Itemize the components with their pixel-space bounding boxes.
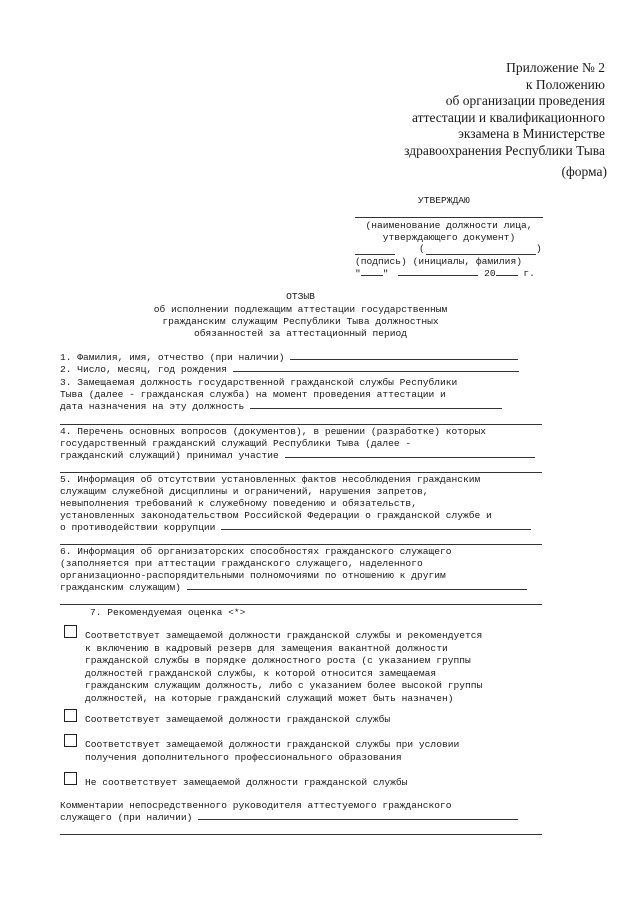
appendix-header — [404, 60, 605, 160]
appendix-line: экзамена в Министерстве — [458, 126, 605, 142]
item-7-label: 7. Рекомендуемая оценка <*> — [90, 607, 246, 618]
initials-line[interactable] — [426, 254, 536, 255]
item-5-line-3: невыполнения требований к служебному поведению и обязательств, — [60, 498, 417, 509]
option-2-checkbox[interactable] — [64, 709, 77, 722]
item-1 — [60, 352, 542, 365]
comments-extra-line[interactable] — [60, 834, 542, 835]
item-6-line-2: (заполняется при аттестации гражданского служащего, наделенного — [60, 558, 423, 569]
option-2-line: Соответствует замещаемой должности гражданской службы — [85, 714, 391, 725]
initials-paren-close: ) — [536, 243, 542, 254]
option-2 — [85, 714, 542, 727]
item-4-extra-line[interactable] — [60, 472, 542, 473]
option-1-line: должностей гражданской службы, к которой относится замещаемая — [85, 667, 437, 679]
option-1 — [85, 630, 542, 706]
option-1-line: гражданской службы в порядке должностного роста (с указанием группы — [85, 655, 471, 667]
item-2 — [60, 364, 542, 377]
organizational-field[interactable] — [187, 589, 527, 590]
option-3 — [85, 739, 542, 764]
position-line[interactable] — [355, 217, 543, 218]
option-1-line: гражданским служащим должность, либо с указанием более высокой группы — [85, 680, 483, 692]
item-4-line-3 — [60, 450, 542, 463]
position-caption-2: утверждающего документ) — [382, 232, 516, 243]
date-year-suffix: г. — [523, 268, 535, 279]
option-3-line: получения дополнительного профессионального образования — [85, 751, 402, 763]
title-line-3: обязанностей за аттестационный период — [193, 328, 408, 339]
item-4-label: гражданский служащий) принимал участие — [60, 450, 279, 461]
birth-date-field[interactable] — [233, 371, 519, 372]
item-6-label: гражданским служащим) — [60, 582, 181, 593]
item-1-label: 1. Фамилия, имя, отчество (при наличии) — [60, 352, 285, 363]
option-4-checkbox[interactable] — [64, 772, 77, 785]
document-title: ОТЗЫВ — [286, 291, 315, 302]
item-5-line-4: установленных законодательством Российской Федерации о гражданской службе и — [60, 510, 492, 521]
date-line — [355, 268, 535, 279]
item-6-line-3: организационно-распорядительными полномочиями по отношению к другим — [60, 570, 446, 581]
item-3-label: дата назначения на эту должность — [60, 401, 245, 412]
title-line-1: об исполнении подлежащим аттестации государственным — [153, 304, 448, 315]
option-1-line: Соответствует замещаемой должности гражданской службы и рекомендуется — [85, 630, 483, 641]
item-3-line-2: Тыва (далее - гражданская служба) на момент проведения аттестации и — [60, 389, 446, 400]
item-3-extra-line[interactable] — [60, 424, 542, 425]
item-5-line-1: 5. Информация об отсутствии установленных фактов несоблюдения гражданским — [60, 474, 481, 485]
date-year-prefix: 20 — [484, 268, 496, 279]
appendix-line: аттестации и квалификационного — [412, 109, 605, 125]
item-3-line-3 — [60, 401, 542, 414]
title-line-2: гражданским служащим Республики Тыва должностных — [162, 316, 439, 327]
item-6-line-1: 6. Информация об организаторских способностях гражданского служащего — [60, 546, 452, 557]
discipline-field[interactable] — [221, 529, 531, 530]
item-6-line-4 — [60, 582, 542, 595]
position-date-field[interactable] — [250, 408, 502, 409]
option-4-line: Не соответствует замещаемой должности гражданской службы — [85, 777, 408, 788]
item-5-line-5 — [60, 522, 542, 535]
date-day-field[interactable] — [361, 275, 383, 276]
item-5-line-2: служащим служебной дисциплины и ограничений, нарушения запретов, — [60, 486, 429, 497]
option-4 — [85, 777, 542, 790]
comments-line-1: Комментарии непосредственного руководителя аттестуемого гражданского — [60, 800, 452, 811]
signature-line[interactable] — [355, 254, 395, 255]
full-name-field[interactable] — [290, 359, 518, 360]
item-2-label: 2. Число, месяц, год рождения — [60, 364, 227, 375]
appendix-line: к Положению — [525, 76, 605, 92]
position-caption-1: (наименование должности лица, — [365, 220, 533, 231]
option-1-line: к включению в кадровый резерв для замещения вакантной должности — [85, 642, 448, 654]
approval-title: УТВЕРЖДАЮ — [418, 195, 470, 206]
comments-field[interactable] — [198, 819, 518, 820]
comments-label: служащего (при наличии) — [60, 812, 193, 823]
date-month-field[interactable] — [398, 275, 478, 276]
sign-caption: (подпись) (инициалы, фамилия) — [355, 256, 522, 267]
item-4-line-1: 4. Перечень основных вопросов (документов), в решении (разработке) которых — [60, 426, 487, 437]
option-1-line: должностей, на которые гражданский служащий может быть назначен) — [85, 692, 454, 704]
option-3-checkbox[interactable] — [64, 734, 77, 747]
date-quote-close: " — [382, 268, 389, 279]
option-3-line: Соответствует замещаемой должности гражданской службы при условии — [85, 739, 460, 750]
item-5-label: о противодействии коррупции — [60, 522, 216, 533]
appendix-line: об организации проведения — [445, 93, 605, 109]
form-label: (форма) — [561, 164, 607, 179]
initials-paren-open: ( — [419, 243, 425, 254]
item-5-extra-line[interactable] — [60, 544, 542, 545]
comments-line-2 — [60, 812, 542, 825]
option-1-checkbox[interactable] — [64, 625, 77, 638]
date-year-field[interactable] — [496, 275, 518, 276]
item-6-extra-line[interactable] — [60, 604, 542, 605]
appendix-line: Приложение № 2 — [506, 60, 605, 75]
appendix-line: здравоохранения Республики Тыва — [404, 142, 605, 158]
issues-field[interactable] — [285, 457, 535, 458]
item-3-line-1: 3. Замещаемая должность государственной гражданской службы Республики — [60, 377, 458, 388]
item-4-line-2: государственный гражданский служащий Республики Тыва (далее - — [60, 438, 412, 449]
date-quote-open: " — [355, 268, 361, 279]
